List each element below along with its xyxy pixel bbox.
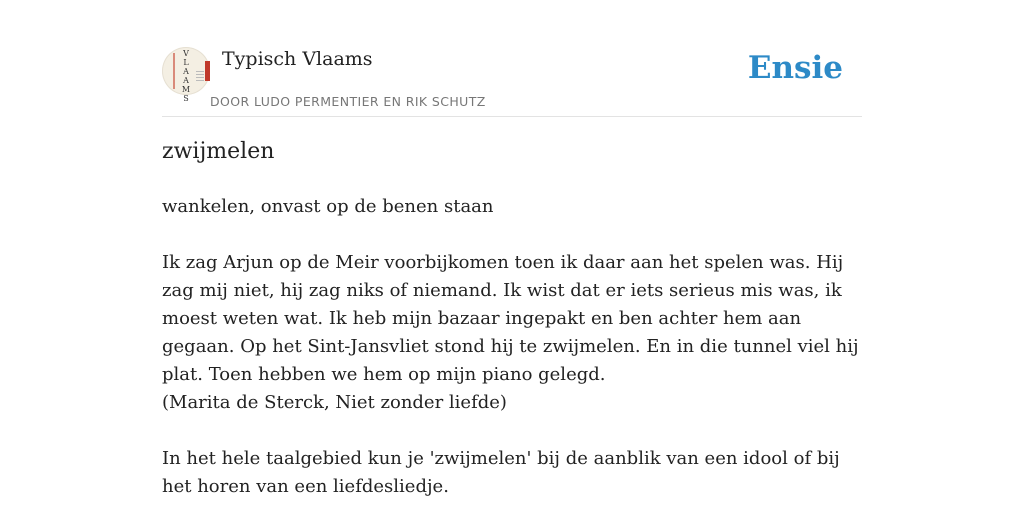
logo-bar [205, 61, 210, 81]
logo-lines [196, 71, 204, 83]
site-header [162, 44, 862, 117]
entry-example: Ik zag Arjun op de Meir voorbijkomen toen ik daar aan het spelen was. Hij zag mij niet, hij zag niks of niemand. Ik wist dat er iets serieus mis was, ik moest weten wat. Ik heb mijn bazaar ingepakt en ben achter hem aan gegaan. Op het Sint-Jansvliet stond hij te zwijmelen. En in die tunnel viel hij plat. Toen hebben we hem op mijn piano gelegd. [162, 252, 859, 385]
authors-byline: DOOR LUDO PERMENTIER EN RIK SCHUTZ [210, 94, 486, 109]
ensie-logo-link[interactable]: Ensie [747, 50, 843, 86]
logo-stripe [173, 53, 175, 89]
entry-title: zwijmelen [162, 139, 275, 164]
entry-source: (Marita de Sterck, Niet zonder liefde) [162, 392, 507, 413]
avatar[interactable] [162, 47, 210, 103]
entry-definition: wankelen, onvast op de benen staan [162, 196, 494, 217]
entry-note: In het hele taalgebied kun je 'zwijmelen' bij de aanblik van een idool of bij het horen van een liefdesliedje. [162, 448, 840, 497]
site-name[interactable]: Typisch Vlaams [222, 48, 373, 70]
logo-text: V L A A M S [181, 49, 191, 103]
